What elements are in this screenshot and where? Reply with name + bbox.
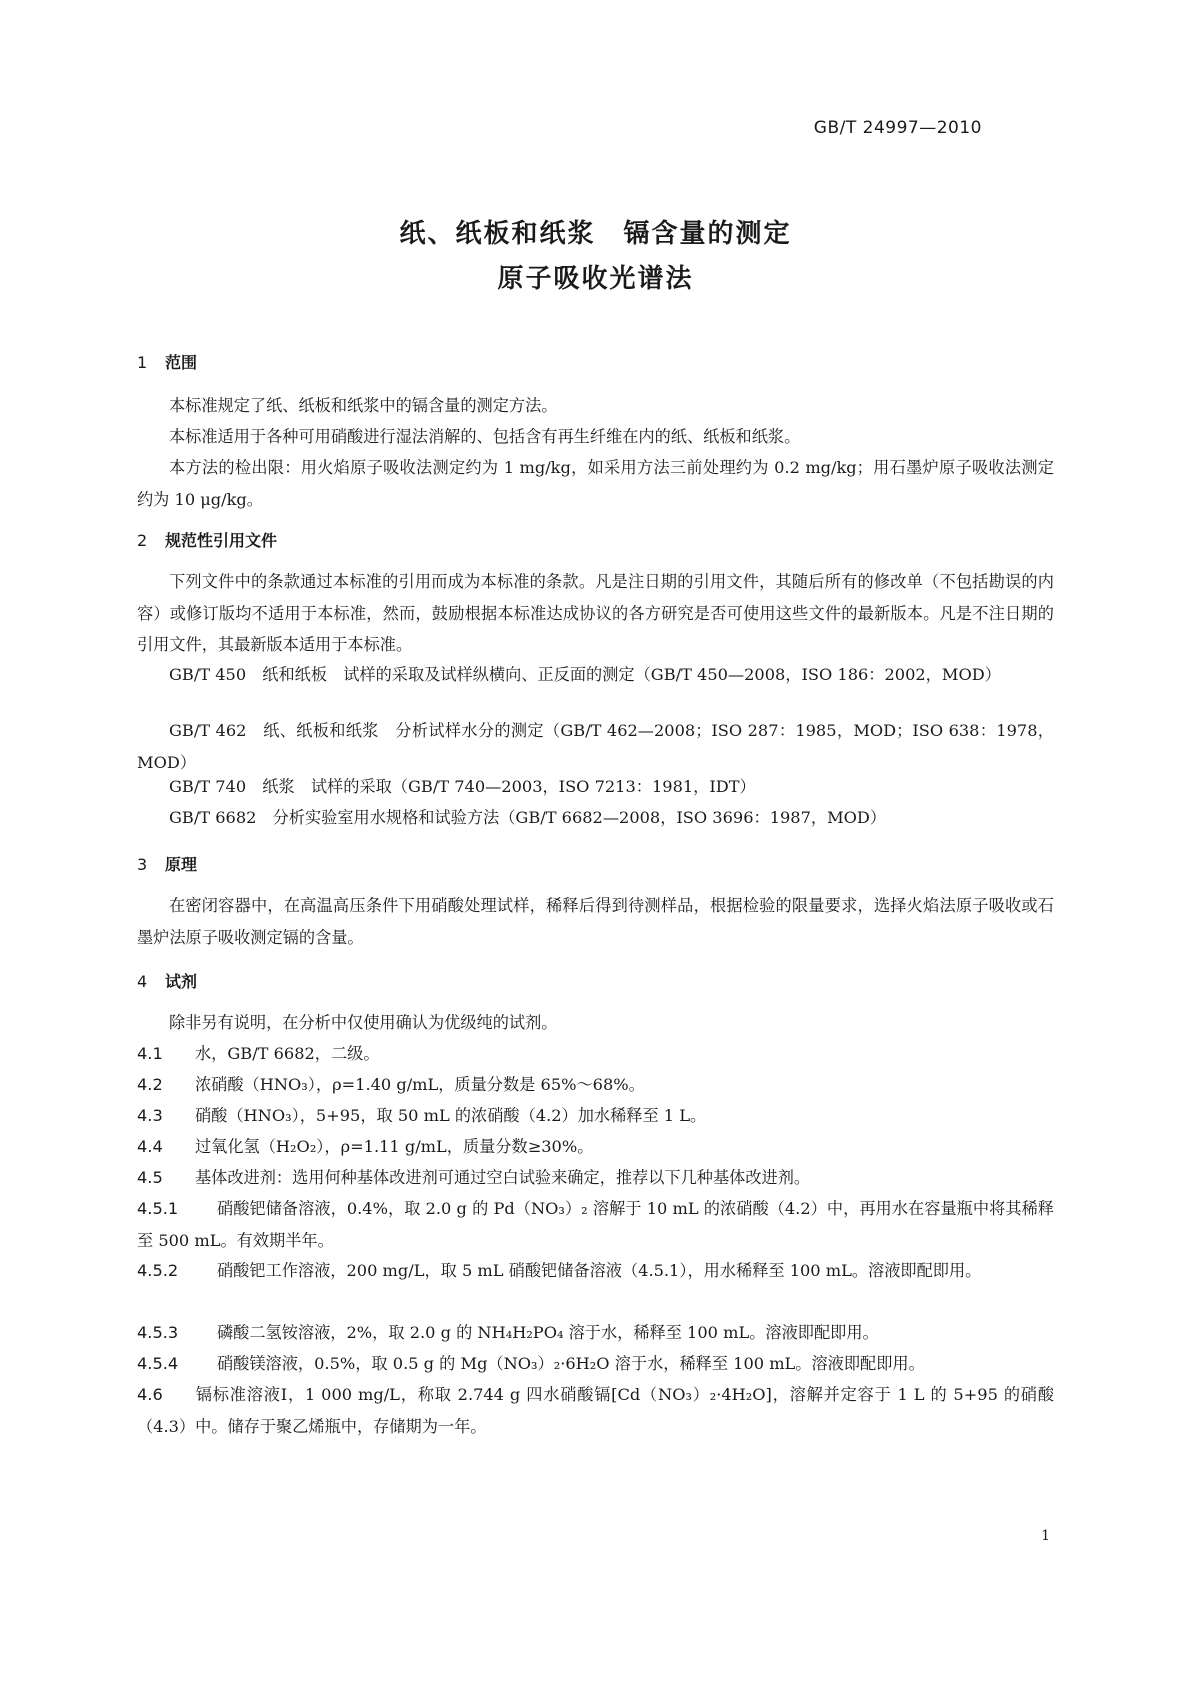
section-heading-reagents <box>137 969 197 992</box>
clause-text: 硝酸钯储备溶液，0.4%，取 2.0 g 的 Pd（NO₃）₂ 溶解于 10 mL 的浓硝酸（4.2）中，再用水在容量瓶中将其稀释至 500 mL。有效期半年。 <box>137 1199 1054 1250</box>
clause-text: 镉标准溶液Ⅰ，1 000 mg/L，称取 2.744 g 四水硝酸镉[Cd（NO₃）₂·4H₂O]，溶解并定容于 1 L 的 5+95 的硝酸（4.3）中。储存于聚乙烯瓶中，存储期为一年。 <box>137 1385 1054 1436</box>
reagent-item <box>137 1193 1054 1256</box>
clause-number: 4.6 <box>137 1385 163 1404</box>
clause-number: 4.3 <box>137 1106 163 1125</box>
clause-text: 硝酸（HNO₃），5+95，取 50 mL 的浓硝酸（4.2）加水稀释至 1 L。 <box>195 1106 707 1125</box>
clause-number: 4.5.2 <box>137 1261 179 1280</box>
clause-number: 4.4 <box>137 1137 163 1156</box>
reagent-item <box>137 1317 1054 1349</box>
references-intro: 下列文件中的条款通过本标准的引用而成为本标准的条款。凡是注日期的引用文件，其随后所有的修改单（不包括勘误的内容）或修订版均不适用于本标准，然而，鼓励根据本标准达成协议的各方研究是否可使用这些文件的最新版本。凡是不注日期的引用文件，其最新版本适用于本标准。 <box>137 572 1054 654</box>
section-number: 3 <box>137 855 148 874</box>
reagent-item <box>137 1255 1054 1287</box>
clause-text: 基体改进剂：选用何种基体改进剂可通过空白试验来确定，推荐以下几种基体改进剂。 <box>195 1168 811 1187</box>
document-title: 纸、纸板和纸浆 镉含量的测定 <box>399 219 792 249</box>
scope-paragraph-1: 本标准规定了纸、纸板和纸浆中的镉含量的测定方法。 <box>169 396 558 415</box>
scope-paragraph-3: 本方法的检出限：用火焰原子吸收法测定约为 1 mg/kg，如采用方法三前处理约为 0.2 mg/kg；用石墨炉原子吸收法测定约为 10 μg/kg。 <box>137 458 1054 509</box>
reagent-item <box>137 1379 1054 1442</box>
clause-text: 浓硝酸（HNO₃），ρ=1.40 g/mL，质量分数是 65%～68%。 <box>195 1075 645 1094</box>
section-heading-principle <box>137 852 197 875</box>
section-number: 2 <box>137 531 148 550</box>
clause-text: 过氧化氢（H₂O₂），ρ=1.11 g/mL，质量分数≥30%。 <box>195 1137 594 1156</box>
clause-number: 4.2 <box>137 1075 163 1094</box>
reference-item: GB/T 740 纸浆 试样的采取（GB/T 740—2003，ISO 7213：1981，IDT） <box>169 777 756 796</box>
clause-text: 硝酸镁溶液，0.5%，取 0.5 g 的 Mg（NO₃）₂·6H₂O 溶于水，稀释至 100 mL。溶液即配即用。 <box>217 1354 925 1373</box>
section-label: 规范性引用文件 <box>165 531 278 550</box>
section-label: 原理 <box>165 855 198 874</box>
clause-text: 磷酸二氢铵溶液，2%，取 2.0 g 的 NH₄H₂PO₄ 溶于水，稀释至 100 mL。溶液即配即用。 <box>217 1323 879 1342</box>
scope-paragraph-2: 本标准适用于各种可用硝酸进行湿法消解的、包括含有再生纤维在内的纸、纸板和纸浆。 <box>169 427 801 446</box>
document-subtitle: 原子吸收光谱法 <box>497 264 694 294</box>
principle-paragraph: 在密闭容器中，在高温高压条件下用硝酸处理试样，稀释后得到待测样品，根据检验的限量要求，选择火焰法原子吸收或石墨炉法原子吸收测定镉的含量。 <box>137 896 1054 947</box>
reagent-item <box>137 1348 1054 1380</box>
clause-number: 4.5.1 <box>137 1199 179 1218</box>
page-number: 1 <box>1041 1528 1050 1544</box>
section-label: 范围 <box>165 353 198 372</box>
reagent-item <box>137 1038 1054 1070</box>
reference-item: GB/T 6682 分析实验室用水规格和试验方法（GB/T 6682—2008，ISO 3696：1987，MOD） <box>169 808 887 827</box>
clause-text: 硝酸钯工作溶液，200 mg/L，取 5 mL 硝酸钯储备溶液（4.5.1），用水稀释至 100 mL。溶液即配即用。 <box>217 1261 982 1280</box>
section-heading-normative-references <box>137 528 277 551</box>
reagent-item <box>137 1069 1054 1101</box>
clause-number: 4.5.3 <box>137 1323 179 1342</box>
reagent-item <box>137 1131 1054 1163</box>
reagents-intro: 除非另有说明，在分析中仅使用确认为优级纯的试剂。 <box>169 1013 558 1032</box>
reference-item: GB/T 462 纸、纸板和纸浆 分析试样水分的测定（GB/T 462—2008；ISO 287：1985，MOD；ISO 638：1978，MOD） <box>137 721 1054 772</box>
section-heading-scope <box>137 350 197 373</box>
clause-number: 4.5 <box>137 1168 163 1187</box>
clause-text: 水，GB/T 6682，二级。 <box>195 1044 380 1063</box>
clause-number: 4.5.4 <box>137 1354 179 1373</box>
section-label: 试剂 <box>165 972 198 991</box>
section-number: 1 <box>137 353 148 372</box>
reagent-item <box>137 1162 1054 1194</box>
reagent-item <box>137 1100 1054 1132</box>
clause-number: 4.1 <box>137 1044 163 1063</box>
standard-code: GB/T 24997—2010 <box>813 118 982 138</box>
reference-item: GB/T 450 纸和纸板 试样的采取及试样纵横向、正反面的测定（GB/T 450—2008，ISO 186：2002，MOD） <box>169 665 1001 684</box>
section-number: 4 <box>137 972 148 991</box>
